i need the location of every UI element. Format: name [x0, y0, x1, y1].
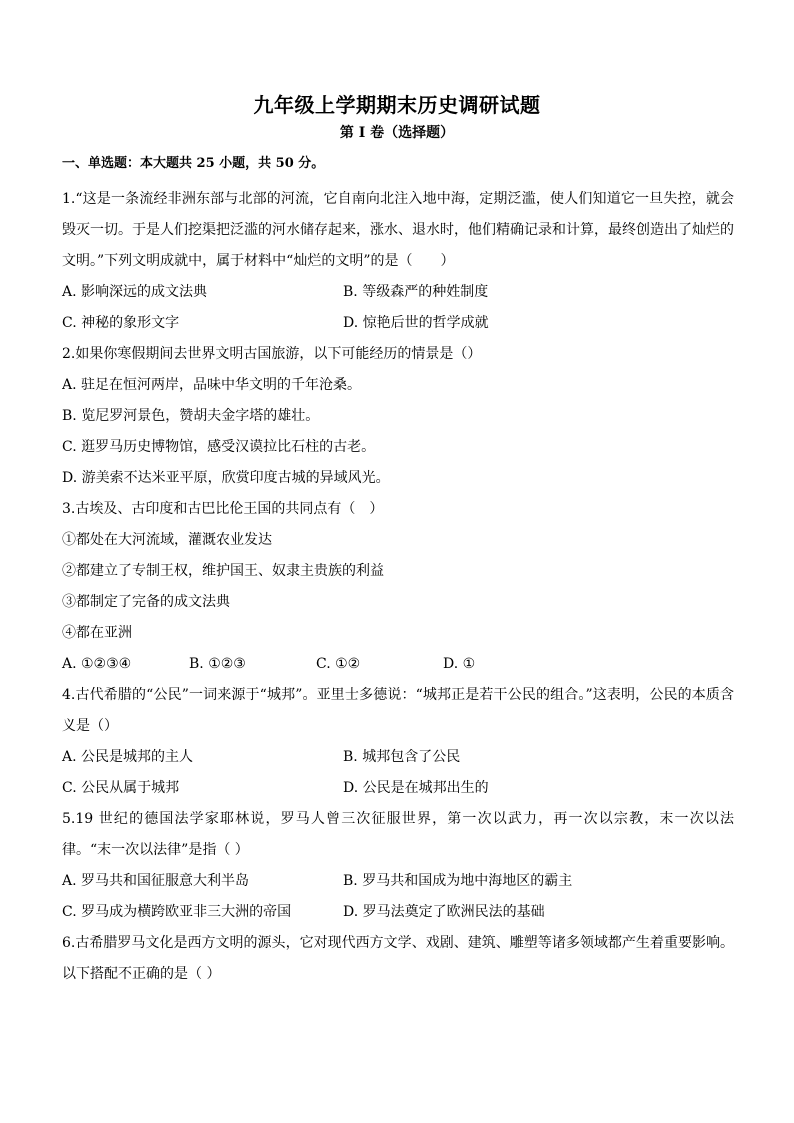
question-3-options-row	[62, 649, 734, 680]
exam-title: 九年级上学期期末历史调研试题	[253, 93, 541, 117]
question-1-option-c: C. 神秘的象形文字	[62, 315, 180, 331]
exam-subtitle: 第 I 卷（选择题）	[339, 125, 455, 141]
question-6-stem: 6.古希腊罗马文化是西方文明的源头，它对现代西方文学、戏剧、建筑、雕塑等诸多领域都产生着重要影响。以下搭配不正确的是（ ）	[62, 935, 734, 982]
question-1-stem: 1.“这是一条流经非洲东部与北部的河流，它自南向北注入地中海，定期泛滥，使人们知道它一旦失控，就会毁灭一切。于是人们挖渠把泛滥的河水储存起来，涨水、退水时，他们精确记录和计算，最终创造出了灿烂的文明。”下列文明成就中，属于材料中“灿烂的文明”的是（ ）	[62, 191, 734, 269]
question-5-option-c: C. 罗马成为横跨欧亚非三大洲的帝国	[62, 904, 292, 920]
question-5-options-row-2	[62, 897, 734, 928]
question-3-item-1: ①都处在大河流域，灌溉农业发达	[62, 532, 272, 548]
question-5-option-d: D. 罗马法奠定了欧洲民法的基础	[343, 904, 545, 920]
question-1-options-row-1	[62, 277, 734, 308]
question-5-option-b: B. 罗马共和国成为地中海地区的霸主	[343, 873, 573, 889]
question-3-option-d: D. ①	[443, 656, 476, 672]
question-3-stem: 3.古埃及、古印度和古巴比伦王国的共同点有（ ）	[62, 501, 384, 517]
question-1-option-b: B. 等级森严的种姓制度	[343, 284, 489, 300]
question-1-option-a: A. 影响深远的成文法典	[62, 284, 208, 300]
question-5-option-a: A. 罗马共和国征服意大利半岛	[62, 873, 250, 889]
question-3-option-a: A. ①②③④	[62, 656, 132, 672]
question-3-item-2: ②都建立了专制王权，维护国王、奴隶主贵族的利益	[62, 563, 384, 579]
question-1-option-d: D. 惊艳后世的哲学成就	[343, 315, 489, 331]
question-4-option-b: B. 城邦包含了公民	[343, 749, 461, 765]
question-4-options-row-1	[62, 742, 734, 773]
question-5-options-row-1	[62, 866, 734, 897]
question-3-item-3: ③都制定了完备的成文法典	[62, 594, 230, 610]
question-2-option-d: D. 游美索不达米亚平原，欣赏印度古城的异域风光。	[62, 470, 390, 486]
question-4-options-row-2	[62, 773, 734, 804]
question-2-stem: 2.如果你寒假期间去世界文明古国旅游，以下可能经历的情景是（）	[62, 346, 482, 362]
question-4-option-c: C. 公民从属于城邦	[62, 780, 180, 796]
question-4-option-a: A. 公民是城邦的主人	[62, 749, 194, 765]
question-5-stem: 5.19 世纪的德国法学家耶林说，罗马人曾三次征服世界，第一次以武力，再一次以宗教，末一次以法律。“末一次以法律”是指（ ）	[62, 811, 734, 858]
question-3-option-b: B. ①②③	[189, 656, 246, 672]
question-4-stem: 4.古代希腊的“公民”一词来源于“城邦”。亚里士多德说：“城邦正是若干公民的组合。”这表明，公民的本质含义是（）	[62, 687, 734, 734]
question-2-option-a: A. 驻足在恒河两岸，品味中华文明的千年沧桑。	[62, 377, 362, 393]
section-heading: 一、单选题：本大题共 25 小题，共 50 分。	[62, 156, 325, 171]
question-3-option-c: C. ①②	[316, 656, 361, 672]
question-2-option-b: B. 览尼罗河景色，赞胡夫金字塔的雄壮。	[62, 408, 320, 424]
question-4-option-d: D. 公民是在城邦出生的	[343, 780, 489, 796]
question-3-item-4: ④都在亚洲	[62, 625, 132, 641]
question-2-option-c: C. 逛罗马历史博物馆，感受汉谟拉比石柱的古老。	[62, 439, 376, 455]
question-list	[62, 184, 734, 990]
question-1-options-row-2	[62, 308, 734, 339]
